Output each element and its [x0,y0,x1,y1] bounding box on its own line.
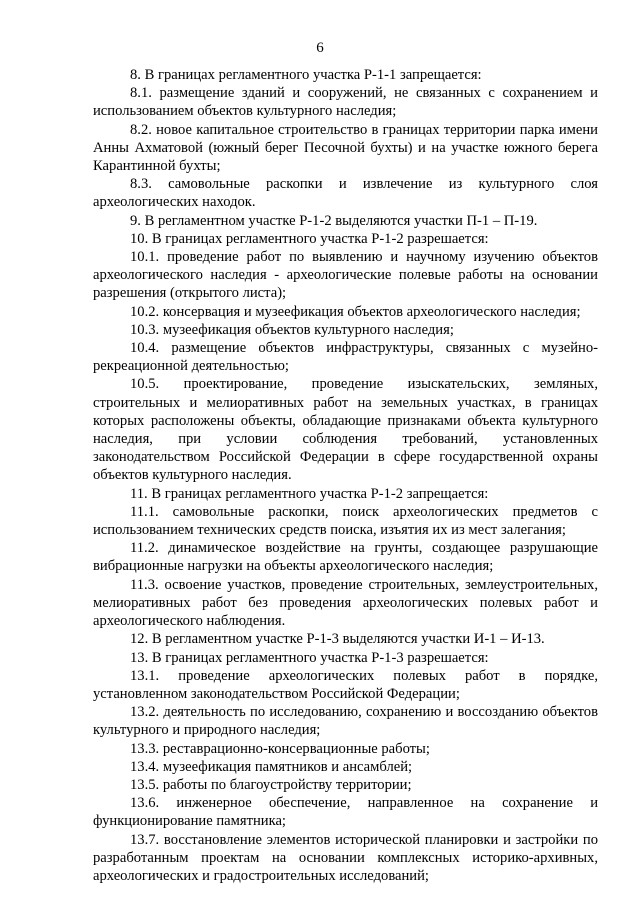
paragraph-13-4: 13.4. музеефикация памятников и ансамблей; [130,758,413,775]
paragraph-13-6: 13.6. инженерное обеспечение, направленное на сохранение и функционирование памятника; [93,795,598,830]
paragraph-13: 13. В границах регламентного участка Р-1-3 разрешается: [130,649,489,666]
paragraph-11-2: 11.2. динамическое воздействие на грунты, создающее разрушающие вибрационные нагрузки на объекты археологического наследия; [93,540,598,575]
paragraph-10-5: 10.5. проектирование, проведение изыскательских, земляных, строительных и мелиоративных работ на земельных участках, в границах которых расположены объекты, обладающие признаками объекта культурного наследия, при условии соблюдения требований, установленных законодательством Российской Федерации в сфере государственной охраны объектов культурного наследия. [93,376,598,484]
paragraph-8-2: 8.2. новое капитальное строительство в границах территории парка имени Анны Ахматовой (южный берег Песочной бухты) и на участке южного берега Карантинной бухты; [93,121,598,175]
page-number: 6 [316,40,324,56]
paragraph-10: 10. В границах регламентного участка Р-1-2 разрешается: [130,230,489,247]
paragraph-8: 8. В границах регламентного участка Р-1-1 запрещается: [130,67,482,83]
paragraph-13-2: 13.2. деятельность по исследованию, сохранению и воссозданию объектов культурного и природного наследия; [93,704,598,739]
paragraph-13-3: 13.3. реставрационно-консервационные работы; [130,740,430,757]
paragraph-10-3: 10.3. музеефикация объектов культурного наследия; [130,321,454,338]
document-body [93,66,598,885]
paragraph-12: 12. В регламентном участке Р-1-3 выделяются участки И-1 – И-13. [130,631,545,648]
paragraph-11-1: 11.1. самовольные раскопки, поиск археологических предметов с использованием технических средств поиска, изъятия их из мест залегания; [93,503,598,539]
paragraph-13-1: 13.1. проведение археологических полевых работ в порядке, установленном законодательством Российской Федерации; [93,667,598,702]
paragraph-10-1: 10.1. проведение работ по выявлению и научному изучению объектов археологического наследия - археологические полевые работы на основании разрешения (открытого листа); [93,249,598,302]
paragraph-10-2: 10.2. консервация и музеефикация объектов археологического наследия; [130,303,581,320]
paragraph-9: 9. В регламентном участке Р-1-2 выделяются участки П-1 – П-19. [130,212,538,229]
paragraph-11-3: 11.3. освоение участков, проведение строительных, землеустроительных, мелиоративных работ без проведения археологических полевых работ и археологического наблюдения. [93,576,598,630]
paragraph-10-4: 10.4. размещение объектов инфраструктуры, связанных с музейно-рекреационной деятельностью; [93,340,598,375]
paragraph-11: 11. В границах регламентного участка Р-1-2 запрещается: [130,485,489,502]
paragraph-8-3: 8.3. самовольные раскопки и извлечение из культурного слоя археологических находок. [93,176,598,211]
paragraph-13-7: 13.7. восстановление элементов исторической планировки и застройки по разработанным проектам на основании комплексных историко-архивных, археологических и градостроительных исследований; [93,831,598,884]
paragraph-13-5: 13.5. работы по благоустройству территории; [130,776,412,793]
paragraph-8-1: 8.1. размещение зданий и сооружений, не связанных с сохранением и использованием объектов культурного наследия; [93,85,598,120]
